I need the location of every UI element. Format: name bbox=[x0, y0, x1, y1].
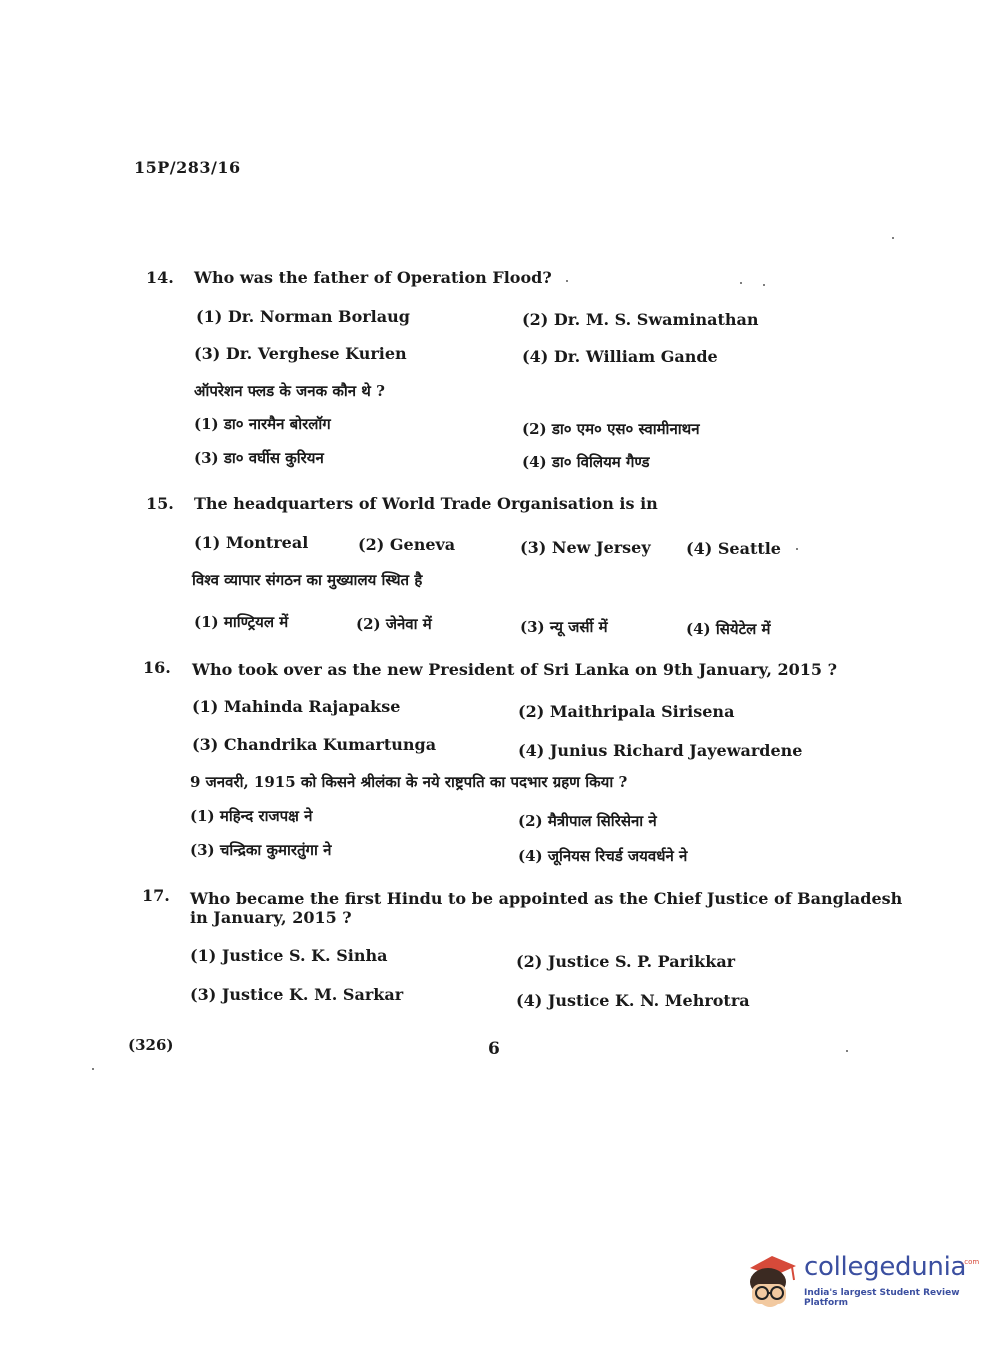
question-text: Who took over as the new President of Sri Lanka on 9th January, 2015 ? bbox=[192, 660, 837, 679]
option-1: (1) Dr. Norman Borlaug bbox=[196, 307, 410, 326]
hindi-option-1: (1) डा० नारमैन बोरलॉग bbox=[194, 415, 331, 433]
scan-speck bbox=[763, 284, 765, 286]
hindi-option-2: (2) मैत्रीपाल सिरिसेना ने bbox=[518, 812, 657, 830]
scan-speck bbox=[846, 1050, 848, 1052]
student-mascot-icon bbox=[742, 1246, 802, 1312]
hindi-option-2: (2) जेनेवा में bbox=[356, 615, 432, 633]
hindi-option-4: (4) सियेटेल में bbox=[686, 620, 771, 638]
option-1: (1) Montreal bbox=[194, 533, 309, 552]
question-number: 14. bbox=[146, 268, 174, 287]
brand-tagline: India's largest Student Review Platform bbox=[804, 1288, 960, 1308]
question-number: 16. bbox=[143, 658, 171, 677]
scan-speck bbox=[92, 1068, 94, 1070]
scan-speck bbox=[740, 282, 742, 284]
scan-speck bbox=[566, 280, 568, 282]
question-number: 15. bbox=[146, 494, 174, 513]
hindi-question-text: 9 जनवरी, 1915 को किसने श्रीलंका के नये राष्ट्रपति का पदभार ग्रहण किया ? bbox=[190, 773, 628, 791]
option-4: (4) Dr. William Gande bbox=[522, 347, 718, 366]
brand-name: collegedunia bbox=[804, 1252, 967, 1282]
question-text: The headquarters of World Trade Organisation is in bbox=[194, 494, 658, 513]
option-3: (3) Chandrika Kumartunga bbox=[192, 735, 437, 754]
hindi-option-4: (4) डा० विलियम गैण्ड bbox=[522, 453, 650, 471]
option-3: (3) New Jersey bbox=[520, 538, 651, 557]
hindi-option-3: (3) न्यू जर्सी में bbox=[520, 618, 608, 636]
option-4: (4) Seattle bbox=[686, 539, 781, 558]
option-2: (2) Dr. M. S. Swaminathan bbox=[522, 310, 759, 329]
option-2: (2) Justice S. P. Parikkar bbox=[516, 952, 736, 971]
scan-speck bbox=[796, 548, 798, 550]
brand-dotcom: .com bbox=[962, 1258, 980, 1266]
hindi-question-text: ऑपरेशन फ्लड के जनक कौन थे ? bbox=[194, 382, 385, 400]
hindi-option-1: (1) माण्ट्रियल में bbox=[194, 613, 289, 631]
hindi-option-3: (3) डा० वर्घीस कुरियन bbox=[194, 449, 324, 467]
page-number: 6 bbox=[488, 1039, 500, 1059]
hindi-option-3: (3) चन्द्रिका कुमारतुंगा ने bbox=[190, 841, 332, 859]
question-text: Who was the father of Operation Flood? bbox=[194, 268, 552, 287]
option-2: (2) Maithripala Sirisena bbox=[518, 702, 735, 721]
collegedunia-logo bbox=[742, 1246, 980, 1316]
question-text-line-1: Who became the first Hindu to be appointed as the Chief Justice of Bangladesh bbox=[190, 889, 903, 908]
option-1: (1) Justice S. K. Sinha bbox=[190, 946, 388, 965]
hindi-option-4: (4) जूनियस रिचर्ड जयवर्धने ने bbox=[518, 847, 688, 865]
paper-code: 15P/283/16 bbox=[134, 158, 241, 177]
hindi-question-text: विश्व व्यापार संगठन का मुख्यालय स्थित है bbox=[192, 571, 423, 589]
option-4: (4) Junius Richard Jayewardene bbox=[518, 741, 803, 760]
question-number: 17. bbox=[142, 886, 170, 905]
option-3: (3) Justice K. M. Sarkar bbox=[190, 985, 404, 1004]
option-4: (4) Justice K. N. Mehrotra bbox=[516, 991, 750, 1010]
footer-code: (326) bbox=[128, 1036, 174, 1054]
question-text-line-2: in January, 2015 ? bbox=[190, 908, 352, 927]
option-2: (2) Geneva bbox=[358, 535, 456, 554]
option-1: (1) Mahinda Rajapakse bbox=[192, 697, 401, 716]
scan-speck bbox=[892, 237, 894, 239]
option-3: (3) Dr. Verghese Kurien bbox=[194, 344, 407, 363]
hindi-option-2: (2) डा० एम० एस० स्वामीनाथन bbox=[522, 420, 700, 438]
hindi-option-1: (1) महिन्द राजपक्ष ने bbox=[190, 807, 313, 825]
